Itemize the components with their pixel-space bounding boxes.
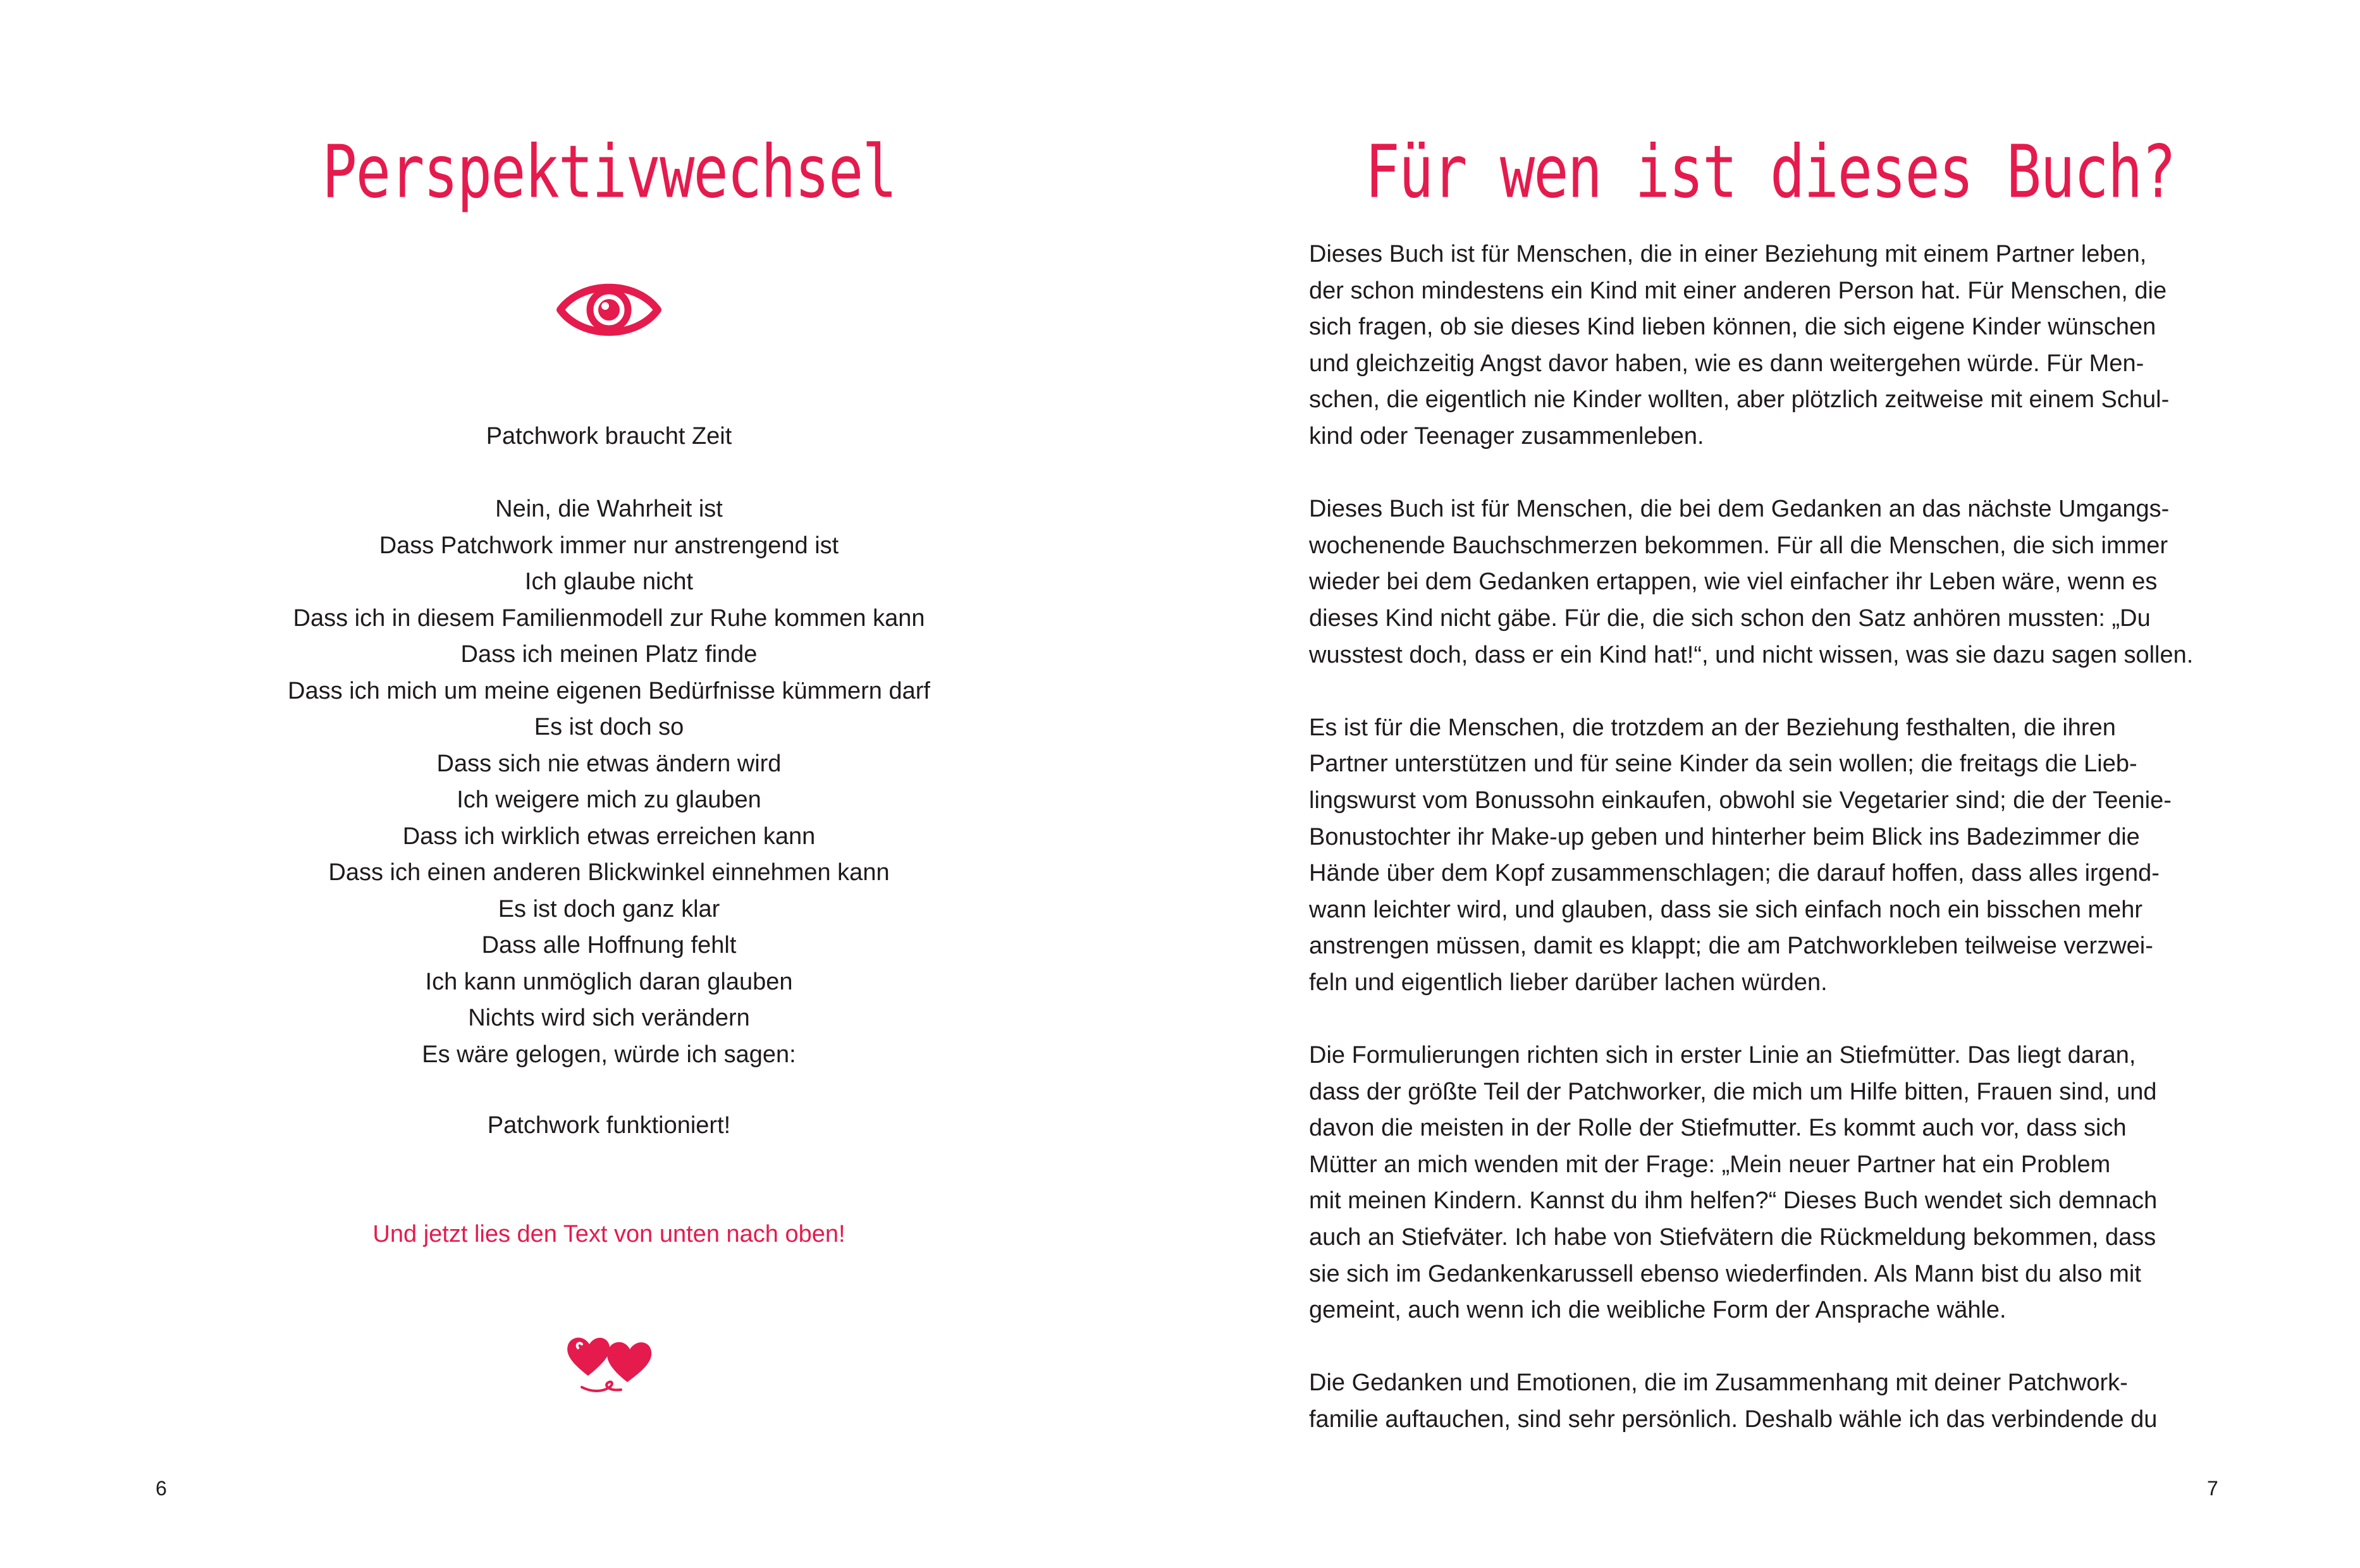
paragraph-line: sich fragen, ob sie dieses Kind lieben können, die sich eigene Kinder wünschen <box>1309 314 2156 341</box>
paragraph <box>1309 1365 2207 1438</box>
paragraph-line: gemeint, auch wenn ich die weibliche Form der Ansprache wähle. <box>1309 1297 2007 1324</box>
poem-line: Dass ich mich um meine eigenen Bedürfnisse kümmern darf <box>288 677 930 704</box>
paragraph <box>1309 710 2207 1001</box>
paragraph-line: schen, die eigentlich nie Kinder wollten, aber plötzlich zeitweise mit einem Schul- <box>1309 386 2170 413</box>
paragraph-line: feln und eigentlich lieber darüber lachen würden. <box>1309 969 1828 996</box>
body-text <box>1309 236 2207 1474</box>
paragraph-line: Mütter an mich wenden mit der Frage: „Mein neuer Partner hat ein Problem <box>1309 1151 2111 1178</box>
poem-line: Es ist doch ganz klar <box>498 895 720 922</box>
paragraph-line: Dieses Buch ist für Menschen, die in einer Beziehung mit einem Partner leben, <box>1309 241 2147 267</box>
paragraph-line: der schon mindestens ein Kind mit einer anderen Person hat. Für Menschen, die <box>1309 277 2167 304</box>
paragraph-line: Hände über dem Kopf zusammenschlagen; die darauf hoffen, dass alles irgend- <box>1309 860 2160 887</box>
poem-line: Dass ich meinen Platz finde <box>460 641 758 668</box>
page-number-left: 6 <box>156 1477 167 1500</box>
paragraph-line: sie sich im Gedankenkarussell ebenso wiederfinden. Als Mann bist du also mit <box>1309 1260 2141 1287</box>
poem-line: Dass ich wirklich etwas erreichen kann <box>402 823 816 850</box>
paragraph-line: kind oder Teenager zusammenleben. <box>1309 422 1704 450</box>
paragraph-line: dass der größte Teil der Patchworker, die mich um Hilfe bitten, Frauen sind, und <box>1309 1078 2157 1105</box>
right-page <box>1180 0 2360 1568</box>
poem-end-line: Patchwork funktioniert! <box>487 1112 731 1139</box>
paragraph-line: Partner unterstützen und für seine Kinder da sein wollen; die freitags die Lieb- <box>1309 750 2137 778</box>
poem-line: Nein, die Wahrheit ist <box>495 496 723 522</box>
poem-line: Dass ich einen anderen Blickwinkel einnehmen kann <box>328 859 890 886</box>
paragraph-line: Die Gedanken und Emotionen, die im Zusammenhang mit deiner Patchwork- <box>1309 1369 2128 1397</box>
paragraph-line: Die Formulierungen richten sich in erster Linie an Stiefmütter. Das liegt daran, <box>1309 1042 2136 1069</box>
paragraph-line: lingswurst vom Bonussohn einkaufen, obwohl sie Vegetarier sind; die der Teenie- <box>1309 787 2172 814</box>
poem-line: Ich weigere mich zu glauben <box>457 787 761 813</box>
paragraph-line: mit meinen Kindern. Kannst du ihm helfen?“ Dieses Buch wendet sich demnach <box>1309 1187 2158 1215</box>
paragraph-line: wann leichter wird, und glauben, dass sie sich einfach noch ein bisschen mehr <box>1309 896 2143 923</box>
eye-icon <box>556 275 661 345</box>
poem-line: Nichts wird sich verändern <box>468 1005 750 1031</box>
page-number-right: 7 <box>2207 1477 2218 1500</box>
poem-line: Dass sich nie etwas ändern wird <box>436 750 782 777</box>
paragraph-line: wusstest doch, dass er ein Kind hat!“, und nicht wissen, was sie dazu sagen sollen. <box>1309 641 2194 668</box>
left-page-heading: Perspektivwechsel <box>322 130 896 214</box>
paragraph-line: Dieses Buch ist für Menschen, die bei dem Gedanken an das nächste Umgangs- <box>1309 496 2170 523</box>
paragraph-line: davon die meisten in der Rolle der Stiefmutter. Es kommt auch vor, dass sich <box>1309 1115 2127 1142</box>
poem-line: Es wäre gelogen, würde ich sagen: <box>422 1041 796 1068</box>
paragraph-line: Bonustochter ihr Make-up geben und hinterher beim Blick ins Badezimmer die <box>1309 823 2140 850</box>
poem-line: Dass alle Hoffnung fehlt <box>481 932 737 959</box>
poem-line: Ich kann unmöglich daran glauben <box>425 968 793 995</box>
poem-line: Dass Patchwork immer nur anstrengend ist <box>379 532 839 559</box>
paragraph-line: Es ist für die Menschen, die trotzdem an der Beziehung festhalten, die ihren <box>1309 714 2116 741</box>
paragraph-line: dieses Kind nicht gäbe. Für die, die sich schon den Satz anhören mussten: „Du <box>1309 604 2151 632</box>
paragraph-line: auch an Stiefväter. Ich habe von Stiefvätern die Rückmeldung bekommen, dass <box>1309 1224 2156 1251</box>
paragraph-line: familie auftauchen, sind sehr persönlich. Deshalb wähle ich das verbindende du <box>1309 1406 2158 1433</box>
right-page-heading: Für wen ist dieses Buch? <box>1365 130 2175 214</box>
reading-hint: Und jetzt lies den Text von unten nach oben! <box>372 1221 845 1247</box>
poem-title: Patchwork braucht Zeit <box>486 423 732 450</box>
paragraph-line: wochenende Bauchschmerzen bekommen. Für all die Menschen, die sich immer <box>1309 532 2168 559</box>
paragraph-line: wieder bei dem Gedanken ertappen, wie viel einfacher ihr Leben wäre, wenn es <box>1309 568 2158 596</box>
poem-line: Ich glaube nicht <box>524 568 694 595</box>
paragraph <box>1309 1038 2207 1329</box>
poem-body <box>0 491 1218 1073</box>
paragraph <box>1309 236 2207 455</box>
paragraph <box>1309 491 2207 673</box>
poem-line: Es ist doch so <box>534 714 684 740</box>
paragraph-line: und gleichzeitig Angst davor haben, wie es dann weitergehen würde. Für Men- <box>1309 350 2144 377</box>
poem-line: Dass ich in diesem Familienmodell zur Ruhe kommen kann <box>293 604 925 632</box>
hearts-icon <box>563 1326 658 1396</box>
paragraph-line: anstrengen müssen, damit es klappt; die am Patchworkleben teilweise verzwei- <box>1309 933 2153 960</box>
